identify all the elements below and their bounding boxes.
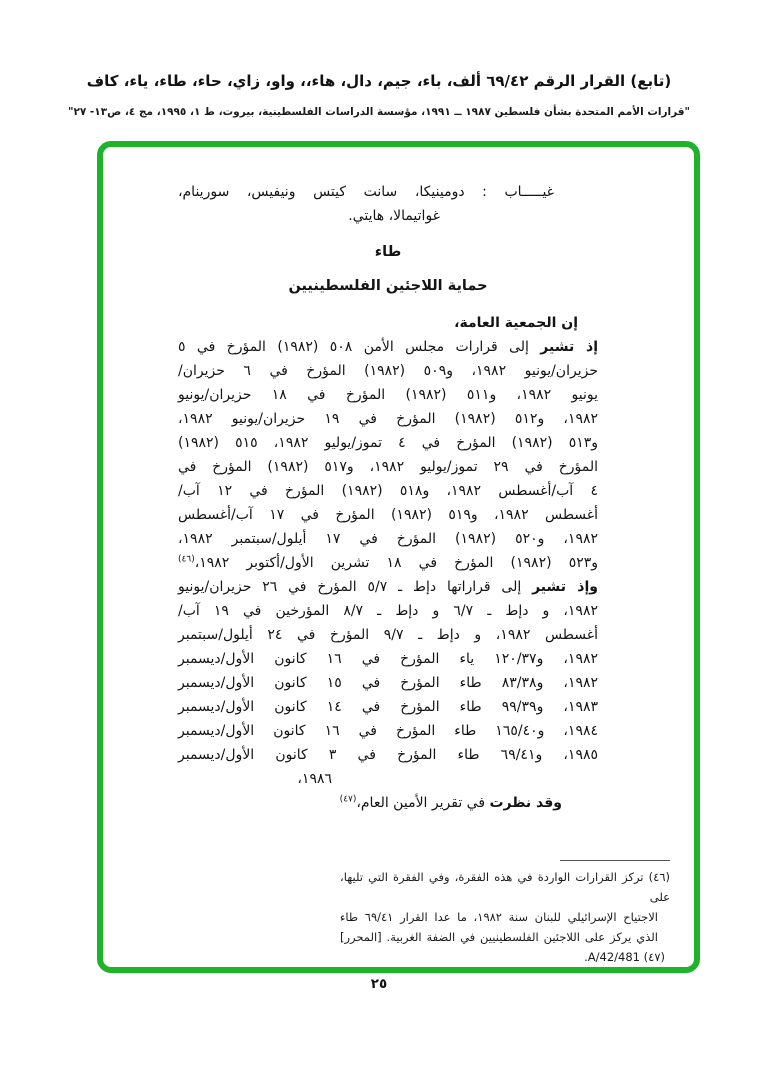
absence-vote-block bbox=[178, 181, 598, 228]
footnote-47-line: (٤٧) A/42/481. bbox=[584, 950, 665, 964]
paragraph-line: ١٩٨٢، و٨٣/٣٨ طاء المؤرخ في ١٥ كانون الأول/ديسمبر bbox=[178, 675, 599, 691]
paragraph-lead: وقد نظرت bbox=[489, 795, 562, 811]
paragraph-line: ١٩٨٤، و١٦٥/٤٠ طاء المؤرخ في ١٦ كانون الأول/ديسمبر bbox=[178, 723, 598, 739]
paragraph-line: ١٩٨٥، و٦٩/٤١ طاء المؤرخ في ٣ كانون الأول/ديسمبر bbox=[178, 747, 598, 763]
header-source-citation: "قرارات الأمم المتحدة بشأن فلسطين ١٩٨٧ ــ ١٩٩١، مؤسسة الدراسات الفلسطينية، بيروت، ط ١، ١٩٩٥، مج ٤، ص١٣- ٢٧" bbox=[67, 106, 691, 118]
paragraph-lead: إذ تشير bbox=[540, 339, 599, 355]
paragraph-line bbox=[178, 551, 598, 575]
footnote-46-line: (٤٦) تركز القرارات الواردة في هذه الفقرة، وفي الفقرة التي تليها، على bbox=[340, 870, 670, 904]
section-title-heading: حماية اللاجئين الفلسطينيين bbox=[288, 278, 488, 294]
paragraph-line: ١٩٨٢، و٥٢٠ (١٩٨٢) المؤرخ في ١٧ أيلول/سبتمبر ١٩٨٢، bbox=[178, 531, 598, 547]
absence-line: غواتيمالا، هايتي. bbox=[348, 207, 440, 224]
paragraph-text: و٥٢٣ (١٩٨٢) المؤرخ في ١٨ تشرين الأول/أكتوبر ١٩٨٢، bbox=[194, 555, 599, 571]
footnote-46-line: الذي يركز على اللاجئين الفلسطينيين في الضفة الغربية. [المحرر] bbox=[340, 930, 658, 944]
header-resolution-title: (تابع) القرار الرقم ٦٩/٤٢ ألف، باء، جيم، دال، هاء،، واو، زاي، حاء، طاء، ياء، كاف bbox=[86, 72, 672, 90]
paragraph-line: ١٩٨٢، و٥١٢ (١٩٨٢) المؤرخ في ١٩ حزيران/يونيو ١٩٨٢، bbox=[178, 411, 599, 427]
footnote-46-line: الاجتياح الإسرائيلي للبنان سنة ١٩٨٢، ما عدا القرار ٦٩/٤١ طاء bbox=[340, 910, 658, 924]
paragraph-line: ٤ آب/أغسطس ١٩٨٢، و٥١٨ (١٩٨٢) المؤرخ في ١٢ آب/ bbox=[178, 483, 598, 499]
paragraph-line: ١٩٨٢، و١٢٠/٣٧ ياء المؤرخ في ١٦ كانون الأول/ديسمبر bbox=[178, 651, 598, 667]
paragraph-line: أغسطس ١٩٨٢، و٥١٩ (١٩٨٢) المؤرخ في ١٧ آب/أغسطس bbox=[178, 507, 599, 523]
resolution-text-column bbox=[178, 311, 598, 815]
paragraph-text: إلى قرارات مجلس الأمن ٥٠٨ (١٩٨٢) المؤرخ في ٥ bbox=[178, 339, 541, 355]
footnotes-block bbox=[340, 860, 670, 967]
paragraph-line: أغسطس ١٩٨٢، و دإط ـ ٩/٧ المؤرخ في ٢٤ أيلول/سبتمبر bbox=[178, 627, 598, 643]
section-letter-heading: طاء bbox=[374, 244, 402, 260]
paragraph-line: ١٩٨٢، و دإط ـ ٦/٧ و دإط ـ ٨/٧ المؤرخين في ١٩ آب/ bbox=[178, 603, 598, 619]
footnote-47-reference: (٤٧) bbox=[339, 794, 357, 805]
footnote-separator bbox=[560, 860, 670, 861]
paragraph-line: و٥١٣ (١٩٨٢) المؤرخ في ٤ تموز/يوليو ١٩٨٢، ٥١٥ (١٩٨٢) bbox=[178, 435, 599, 451]
paragraph-line: المؤرخ في ٢٩ تموز/يوليو ١٩٨٢، و٥١٧ (١٩٨٢) المؤرخ في bbox=[178, 459, 598, 475]
footnote-46-reference: (٤٦) bbox=[178, 554, 195, 565]
paragraph-line: ١٩٨٣، و٩٩/٣٩ طاء المؤرخ في ١٤ كانون الأول/ديسمبر bbox=[178, 699, 599, 715]
paragraph-line bbox=[178, 791, 598, 815]
paragraph-text: في تقرير الأمين العام، bbox=[356, 795, 490, 811]
assembly-intro-line: إن الجمعية العامة، bbox=[454, 315, 578, 331]
page-number: ٢٥ bbox=[370, 976, 388, 992]
paragraph-text: إلى قراراتها دإط ـ ٥/٧ المؤرخ في ٢٦ حزيران/يونيو bbox=[178, 579, 533, 595]
absence-line: غيـــــاب : دومينيكا، سانت كيتس ونيفيس، سورينام، bbox=[178, 184, 554, 200]
paragraph-line bbox=[178, 575, 598, 599]
paragraph-lead: وإذ تشير bbox=[532, 579, 598, 595]
paragraph-line bbox=[178, 335, 598, 359]
paragraph-line: يونيو ١٩٨٢، و٥١١ (١٩٨٢) المؤرخ في ١٨ حزيران/يونيو bbox=[178, 387, 598, 403]
paragraph-line: حزيران/يونيو ١٩٨٢، و٥٠٩ (١٩٨٢) المؤرخ في ٦ حزيران/ bbox=[178, 363, 598, 379]
paragraph-line: ١٩٨٦، bbox=[297, 771, 332, 787]
